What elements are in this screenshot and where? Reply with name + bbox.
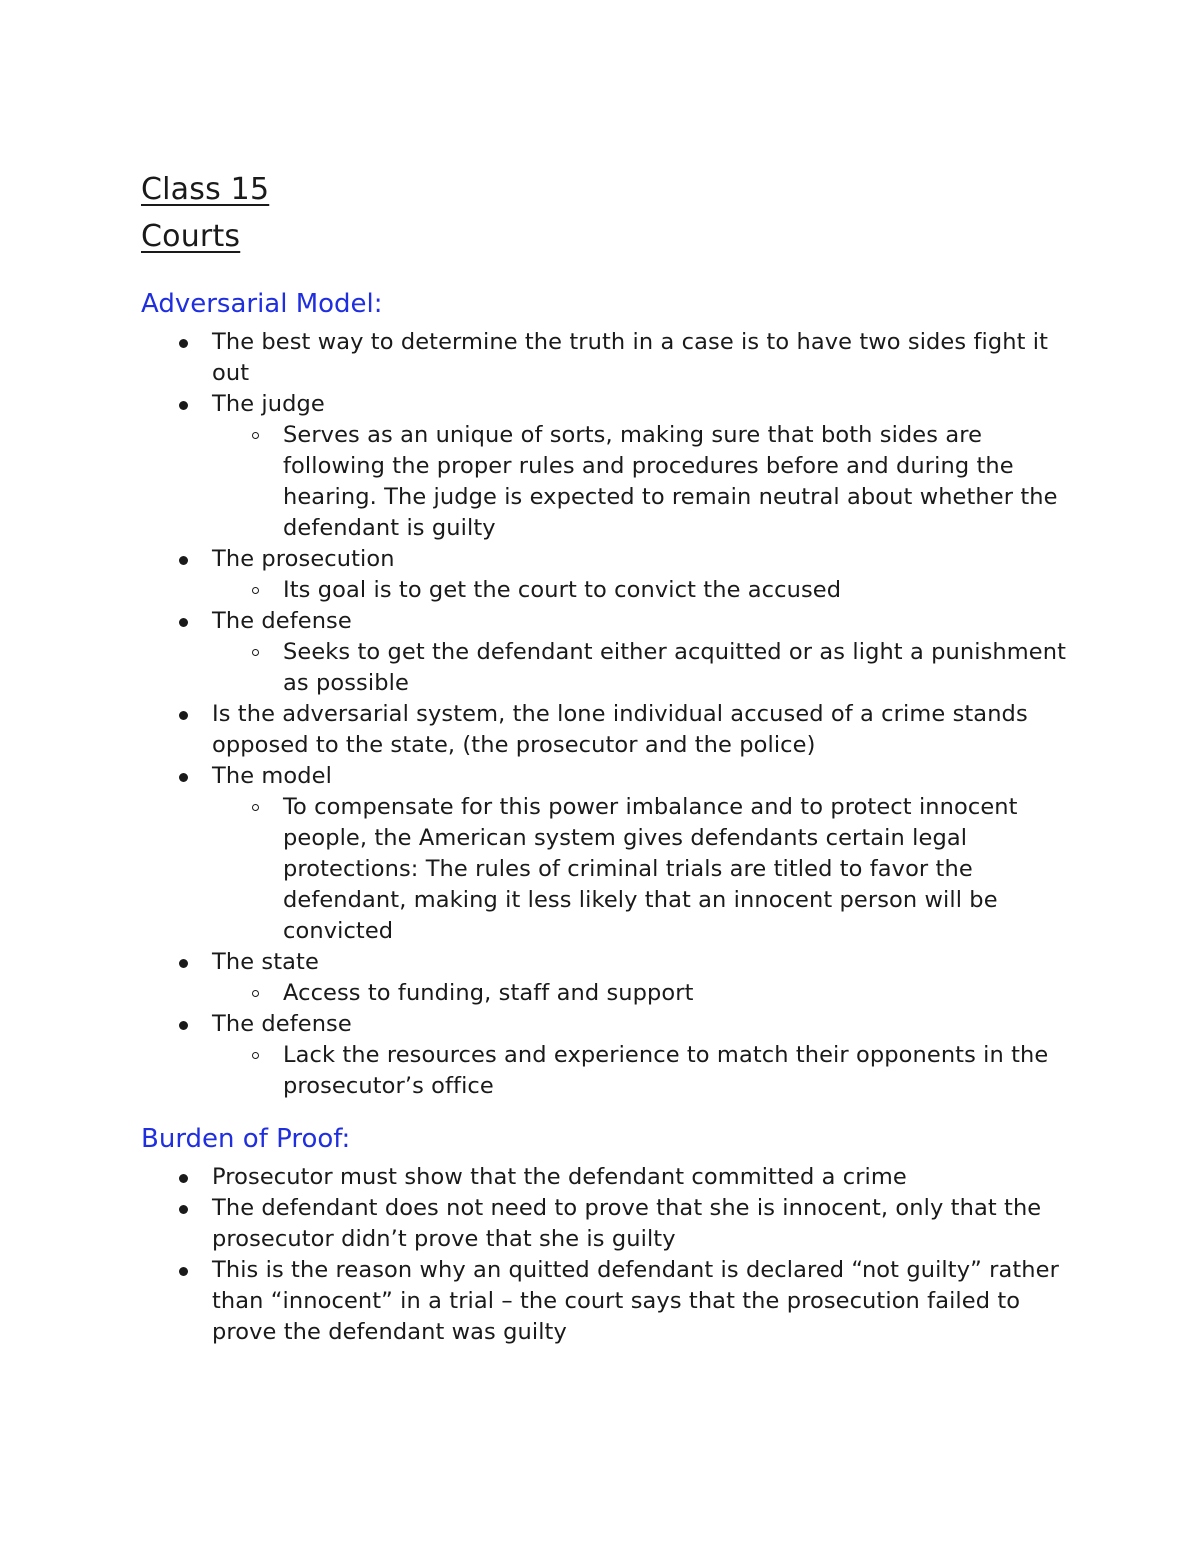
- filled-bullet-icon: [179, 618, 188, 627]
- document-title-class: Class 15: [141, 172, 270, 207]
- document-title-topic: Courts: [141, 219, 241, 254]
- filled-bullet-icon: [179, 1205, 188, 1214]
- bullet-list: [141, 1162, 1071, 1348]
- hollow-bullet-icon: [252, 649, 259, 656]
- hollow-bullet-icon: [252, 804, 259, 811]
- sub-list-item-text: Lack the resources and experience to match their opponents in the prosecutor’s office: [283, 1042, 1049, 1099]
- list-item-text: The prosecution: [212, 546, 395, 572]
- list-item: [141, 389, 1071, 544]
- filled-bullet-icon: [179, 1267, 188, 1276]
- filled-bullet-icon: [179, 401, 188, 410]
- hollow-bullet-icon: [252, 1052, 259, 1059]
- sub-list-item-text: Seeks to get the defendant either acquitted or as light a punishment as possible: [283, 639, 1067, 696]
- document-page: [141, 166, 1071, 1348]
- list-item-text: The defense: [212, 1011, 352, 1037]
- list-item-text: The model: [212, 763, 332, 789]
- sub-bullet-list: [212, 978, 1071, 1009]
- hollow-bullet-icon: [252, 587, 259, 594]
- sub-bullet-list: [212, 575, 1071, 606]
- list-item: [141, 327, 1071, 389]
- sub-list-item: [212, 792, 1071, 947]
- list-item-text: The state: [212, 949, 319, 975]
- document-body: [141, 287, 1071, 1348]
- sub-list-item: [212, 575, 1071, 606]
- sub-list-item: [212, 978, 1071, 1009]
- list-item-text: The defendant does not need to prove that she is innocent, only that the prosecutor didn’t prove that she is guilty: [212, 1195, 1042, 1252]
- sub-list-item-text: To compensate for this power imbalance and to protect innocent people, the American system gives defendants certain legal protections: The rules of criminal trials are titled to favor the defendant, making it less likely that an innocent person will be convicted: [283, 794, 1018, 944]
- filled-bullet-icon: [179, 339, 188, 348]
- list-item-text: Is the adversarial system, the lone individual accused of a crime stands opposed to the state, (the prosecutor and the police): [212, 701, 1028, 758]
- sub-list-item: [212, 637, 1071, 699]
- sub-list-item-text: Its goal is to get the court to convict the accused: [283, 577, 842, 603]
- filled-bullet-icon: [179, 556, 188, 565]
- list-item-text: This is the reason why an quitted defendant is declared “not guilty” rather than “innocent” in a trial – the court says that the prosecution failed to prove the defendant was guilty: [212, 1257, 1059, 1345]
- filled-bullet-icon: [179, 773, 188, 782]
- filled-bullet-icon: [179, 1174, 188, 1183]
- sub-list-item: [212, 1040, 1071, 1102]
- sub-list-item: [212, 420, 1071, 544]
- list-item: [141, 1162, 1071, 1193]
- section-heading: Burden of Proof:: [141, 1124, 351, 1154]
- list-item: [141, 699, 1071, 761]
- sub-bullet-list: [212, 420, 1071, 544]
- list-item: [141, 947, 1071, 1009]
- list-item-text: The best way to determine the truth in a case is to have two sides fight it out: [212, 329, 1049, 386]
- list-item: [141, 1193, 1071, 1255]
- sub-list-item-text: Serves as an unique of sorts, making sure that both sides are following the proper rules and procedures before and during the hearing. The judge is expected to remain neutral about whether the defendant is guilty: [283, 422, 1058, 541]
- hollow-bullet-icon: [252, 432, 259, 439]
- sub-bullet-list: [212, 637, 1071, 699]
- bullet-list: [141, 327, 1071, 1102]
- filled-bullet-icon: [179, 711, 188, 720]
- list-item: [141, 544, 1071, 606]
- list-item-text: The judge: [212, 391, 325, 417]
- filled-bullet-icon: [179, 1021, 188, 1030]
- filled-bullet-icon: [179, 959, 188, 968]
- list-item-text: The defense: [212, 608, 352, 634]
- hollow-bullet-icon: [252, 990, 259, 997]
- list-item: [141, 606, 1071, 699]
- list-item-text: Prosecutor must show that the defendant committed a crime: [212, 1164, 907, 1190]
- sub-list-item-text: Access to funding, staff and support: [283, 980, 694, 1006]
- sub-bullet-list: [212, 792, 1071, 947]
- section-heading: Adversarial Model:: [141, 289, 383, 319]
- sub-bullet-list: [212, 1040, 1071, 1102]
- list-item: [141, 1255, 1071, 1348]
- list-item: [141, 1009, 1071, 1102]
- list-item: [141, 761, 1071, 947]
